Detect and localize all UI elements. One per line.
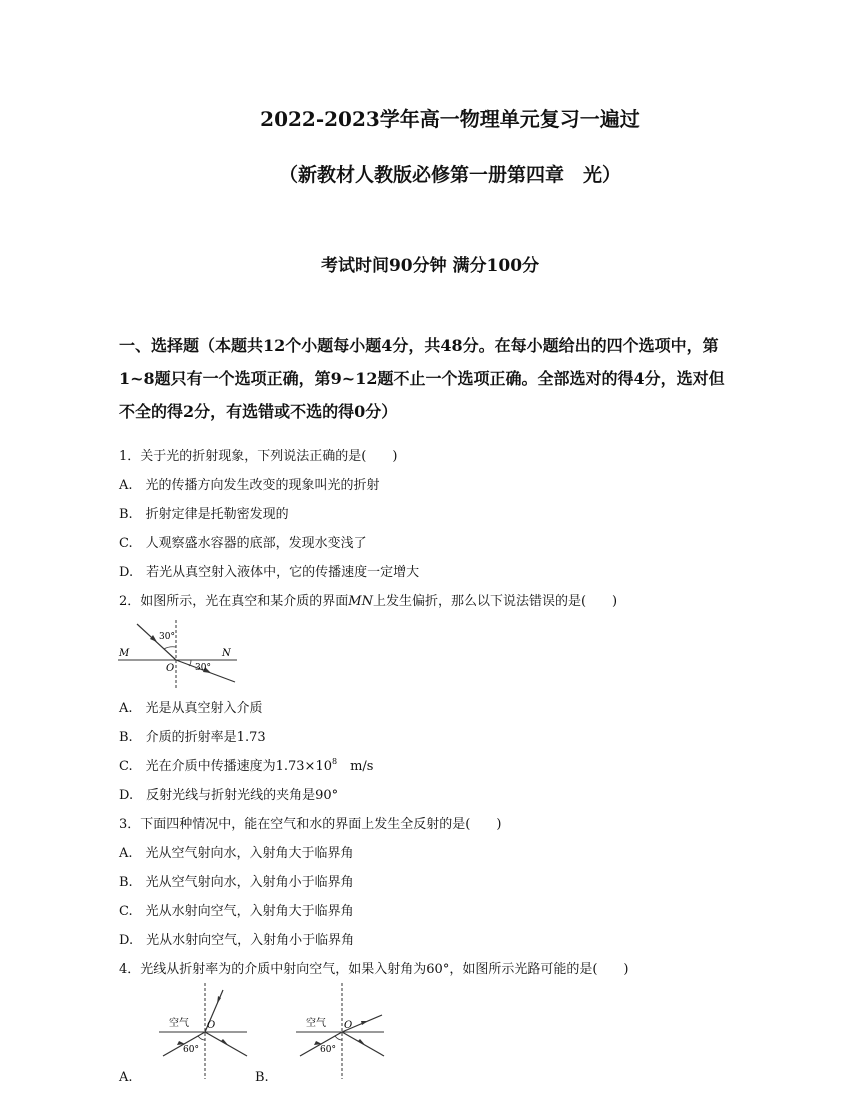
q1-stem: 1．关于光的折射现象，下列说法正确的是( ) xyxy=(119,449,398,464)
q2-stem-part-2: 上发生偏折，那么以下说法错误的是( ) xyxy=(372,594,618,609)
q2-stem-part-1: 2．如图所示，光在真空和某介质的界面 xyxy=(119,594,349,609)
label-m: M xyxy=(119,648,130,659)
q1-option-d: D. 若光从真空射入液体中，它的传播速度一定增大 xyxy=(119,565,420,580)
angle-label: 60° xyxy=(183,1045,199,1055)
q1-option-b: B. 折射定律是托勒密发现的 xyxy=(119,507,289,522)
section-heading-line-1: 一、选择题（本题共12个小题每小题4分，共48分。在每小题给出的四个选项中，第 xyxy=(119,336,719,355)
q4-figure-a xyxy=(155,983,250,1079)
label-o: O xyxy=(207,1020,216,1031)
angle-arc-top xyxy=(164,647,176,649)
q2-option-c-text: C. 光在介质中传播速度为1.73×10 xyxy=(119,759,332,774)
q2-stem xyxy=(119,590,617,609)
refracted-ray-arrow xyxy=(361,1021,368,1025)
incident-ray-arrow xyxy=(150,635,157,642)
section-heading-line-3: 不全的得2分，有选错或不选的得0分） xyxy=(119,402,398,421)
section-heading-line-2: 1~8题只有一个选项正确，第9~12题不止一个选项正确。全部选对的得4分，选对但 xyxy=(119,369,725,388)
label-air: 空气 xyxy=(169,1018,189,1029)
q2-option-d: D. 反射光线与折射光线的夹角是90° xyxy=(119,788,339,803)
q3-option-d: D. 光从水射向空气，入射角小于临界角 xyxy=(119,933,355,948)
q1-option-a: A. 光的传播方向发生改变的现象叫光的折射 xyxy=(119,478,380,493)
q3-option-c: C. 光从水射向空气，入射角大于临界角 xyxy=(119,904,354,919)
q3-stem: 3．下面四种情况中，能在空气和水的界面上发生全反射的是( ) xyxy=(119,817,502,832)
label-n: N xyxy=(222,648,231,659)
q3-option-a: A. 光从空气射向水，入射角大于临界角 xyxy=(119,846,354,861)
q4-option-a-label: A. xyxy=(119,1070,133,1085)
angle-label: 60° xyxy=(320,1045,336,1055)
exam-info: 考试时间90分钟 满分100分 xyxy=(320,256,540,276)
q2-option-c xyxy=(119,755,373,774)
q4-stem: 4．光线从折射率为的介质中射向空气，如果入射角为60°，如图所示光路可能的是( ) xyxy=(119,962,629,977)
q2-option-a: A. 光是从真空射入介质 xyxy=(119,701,263,716)
page-subtitle: （新教材人教版必修第一册第四章 光） xyxy=(278,164,621,186)
page-title: 2022-2023学年高一物理单元复习一遍过 xyxy=(260,107,640,131)
q2-option-c-exponent: 8 xyxy=(332,757,338,766)
q4-figure-b xyxy=(292,983,387,1079)
incident-ray xyxy=(137,624,176,660)
q3-option-b: B. 光从空气射向水，入射角小于临界角 xyxy=(119,875,354,890)
q1-option-c: C. 人观察盛水容器的底部，发现水变浅了 xyxy=(119,536,367,551)
angle-label-top: 30° xyxy=(159,632,175,642)
q2-stem-mn: MN xyxy=(348,594,373,609)
angle-label-bottom: 30° xyxy=(195,663,211,673)
q2-refraction-figure xyxy=(115,620,245,688)
label-o: O xyxy=(166,663,175,674)
q2-option-b: B. 介质的折射率是1.73 xyxy=(119,730,266,745)
q4-option-b-label: B. xyxy=(255,1070,269,1085)
label-o: O xyxy=(344,1020,353,1031)
angle-arc xyxy=(335,1036,342,1040)
angle-arc xyxy=(198,1036,205,1040)
q2-option-c-unit: m/s xyxy=(337,759,374,774)
label-air: 空气 xyxy=(306,1018,326,1029)
